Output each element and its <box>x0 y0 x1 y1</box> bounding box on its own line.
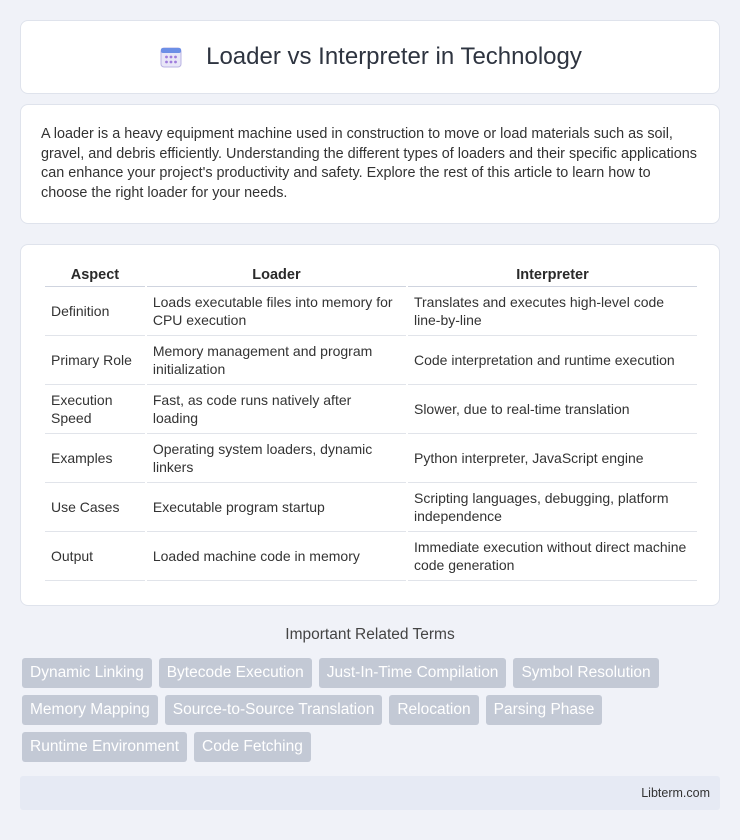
header-loader: Loader <box>147 263 406 287</box>
cell-interpreter: Immediate execution without direct machine code generation <box>408 532 697 581</box>
table-row <box>45 385 697 434</box>
table-header-row <box>45 263 697 287</box>
tag-runtime-environment[interactable]: Runtime Environment <box>22 732 187 762</box>
footer <box>20 776 720 810</box>
comparison-table <box>43 263 699 581</box>
page-title: Loader vs Interpreter in Technology <box>206 43 582 70</box>
header-aspect: Aspect <box>45 263 145 287</box>
cell-loader: Loads executable files into memory for CPU execution <box>147 287 406 336</box>
table-row <box>45 483 697 532</box>
cell-interpreter: Translates and executes high-level code line-by-line <box>408 287 697 336</box>
header-interpreter: Interpreter <box>408 263 697 287</box>
tag-parsing-phase[interactable]: Parsing Phase <box>486 695 603 725</box>
table-row <box>45 532 697 581</box>
tag-jit-compilation[interactable]: Just-In-Time Compilation <box>319 658 507 688</box>
tag-relocation[interactable]: Relocation <box>389 695 478 725</box>
cell-loader: Fast, as code runs natively after loading <box>147 385 406 434</box>
related-terms-title: Important Related Terms <box>285 626 455 643</box>
cell-loader: Executable program startup <box>147 483 406 532</box>
cell-aspect: Use Cases <box>45 483 145 532</box>
cell-interpreter: Scripting languages, debugging, platform independence <box>408 483 697 532</box>
tag-dynamic-linking[interactable]: Dynamic Linking <box>22 658 152 688</box>
header-card <box>20 20 720 94</box>
table-row <box>45 336 697 385</box>
intro-card <box>20 104 720 224</box>
table-row <box>45 287 697 336</box>
cell-interpreter: Slower, due to real-time translation <box>408 385 697 434</box>
related-terms-list <box>22 658 722 762</box>
intro-text: A loader is a heavy equipment machine used in construction to move or load materials such as soil, gravel, and debris efficiently. Understanding the different types of loaders and their specific applications can enhance your project's productivity and safety. Explore the rest of this article to learn how to choose the right loader for your needs. <box>41 126 697 201</box>
cell-aspect: Examples <box>45 434 145 483</box>
cell-aspect: Primary Role <box>45 336 145 385</box>
cell-aspect: Output <box>45 532 145 581</box>
cell-aspect: Definition <box>45 287 145 336</box>
cell-interpreter: Code interpretation and runtime execution <box>408 336 697 385</box>
cell-interpreter: Python interpreter, JavaScript engine <box>408 434 697 483</box>
calendar-icon <box>158 44 184 70</box>
cell-loader: Loaded machine code in memory <box>147 532 406 581</box>
cell-aspect: Execution Speed <box>45 385 145 434</box>
tag-code-fetching[interactable]: Code Fetching <box>194 732 311 762</box>
table-row <box>45 434 697 483</box>
tag-bytecode-execution[interactable]: Bytecode Execution <box>159 658 312 688</box>
tag-symbol-resolution[interactable]: Symbol Resolution <box>513 658 658 688</box>
tag-source-to-source-translation[interactable]: Source-to-Source Translation <box>165 695 383 725</box>
tag-memory-mapping[interactable]: Memory Mapping <box>22 695 158 725</box>
comparison-card <box>20 244 720 606</box>
footer-site-link[interactable]: Libterm.com <box>641 786 710 800</box>
cell-loader: Memory management and program initialization <box>147 336 406 385</box>
cell-loader: Operating system loaders, dynamic linkers <box>147 434 406 483</box>
